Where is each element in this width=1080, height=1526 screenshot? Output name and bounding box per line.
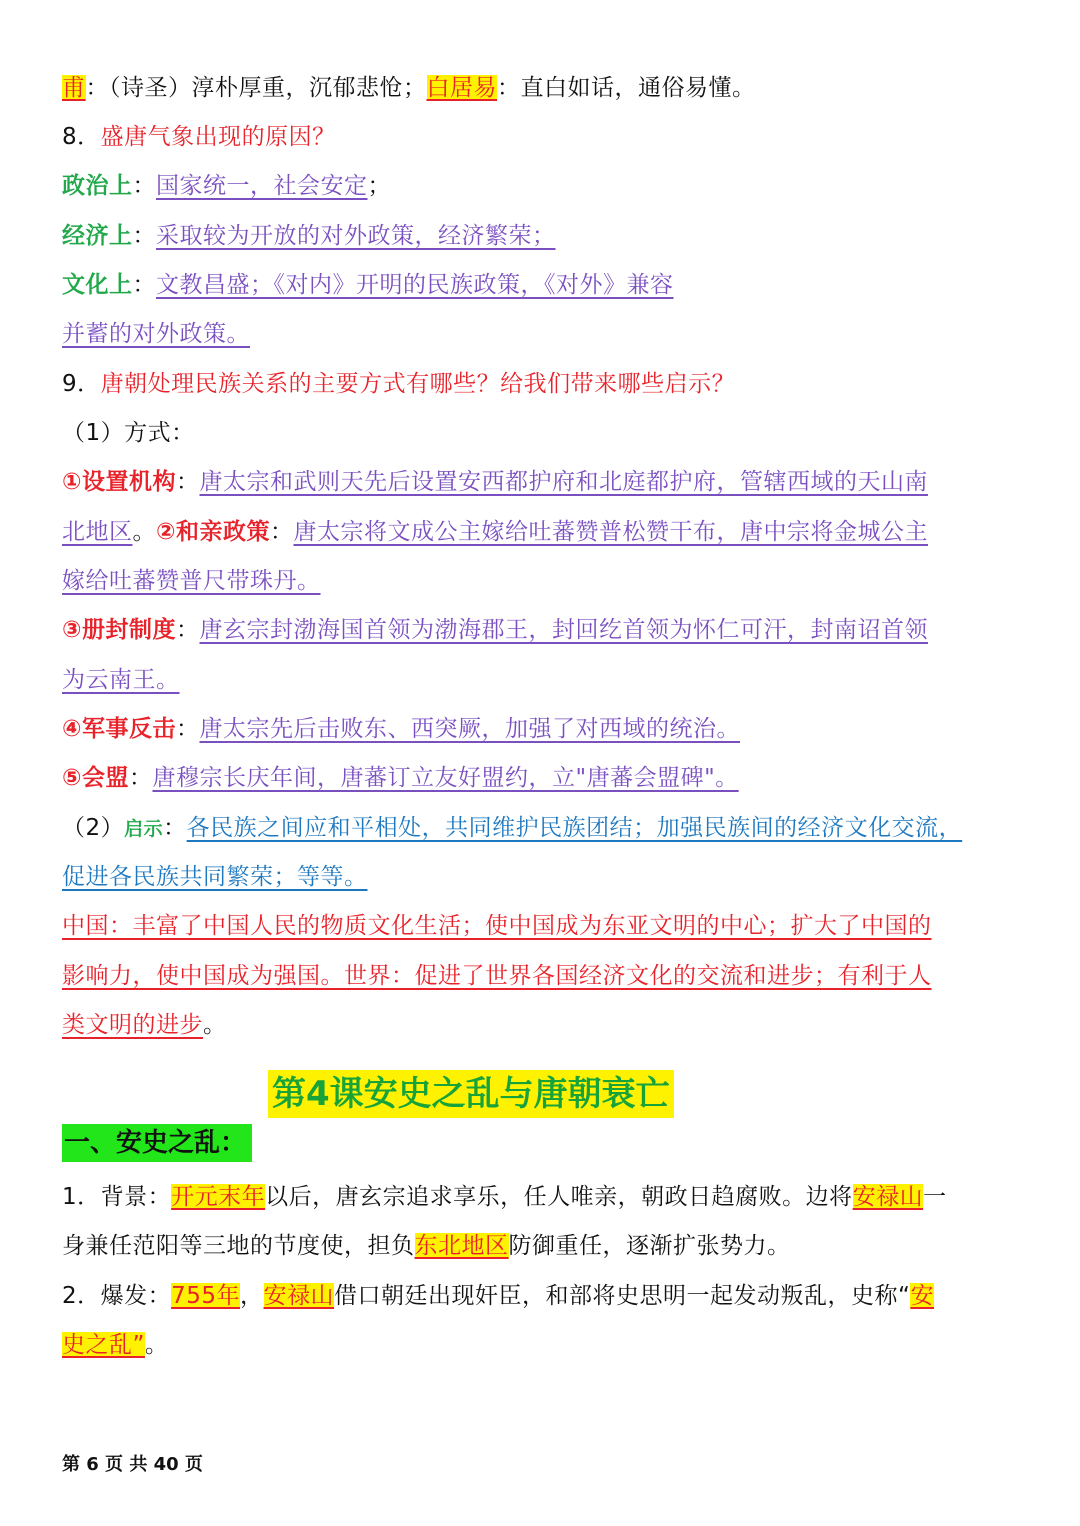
impact-line-2: 影响力，使中国成为强国。世界：促进了世界各国经济文化的交流和进步；有利于人 <box>62 963 932 989</box>
answer-politics: 政治上：国家统一，社会安定； <box>62 173 391 199</box>
method-2: 北地区。②和亲政策：唐太宗将文成公主嫁给吐蕃赞普松赞干布，唐中宗将金城公主 <box>62 519 928 545</box>
method-1: ①设置机构：唐太宗和武则天先后设置安西都护府和北庭都护府，管辖西域的天山南 <box>62 469 928 495</box>
background-line-1: 1．背景：开元末年以后，唐玄宗追求享乐，任人唯亲，朝政日趋腐败。边将安禄山一 <box>62 1184 947 1210</box>
question-8: 8．盛唐气象出现的原因？ <box>62 124 336 150</box>
inspiration-cont: 促进各民族共同繁荣；等等。 <box>62 864 368 890</box>
method-3: ③册封制度：唐玄宗封渤海国首领为渤海郡王，封回纥首领为怀仁可汗，封南诏首领 <box>62 617 928 643</box>
page-footer: 第 6 页 共 40 页 <box>62 1454 203 1475</box>
poet-line: 甫：（诗圣）淳朴厚重，沉郁悲怆；白居易：直白如话，通俗易懂。 <box>62 75 756 101</box>
impact-line-3: 类文明的进步。 <box>62 1012 227 1038</box>
outbreak-line-1: 2．爆发：755年，安禄山借口朝廷出现奸臣，和部将史思明一起发动叛乱，史称“安 <box>62 1283 934 1309</box>
method-4: ④军事反击：唐太宗先后击败东、西突厥，加强了对西域的统治。 <box>62 716 740 742</box>
answer-culture: 文化上：文教昌盛；《对内》开明的民族政策，《对外》兼容 <box>62 272 674 298</box>
answer-economy: 经济上：采取较为开放的对外政策，经济繁荣； <box>62 223 556 249</box>
section-title: 一、安史之乱： <box>62 1124 252 1162</box>
methods-heading: （1）方式： <box>62 420 195 446</box>
question-9: 9．唐朝处理民族关系的主要方式有哪些？给我们带来哪些启示？ <box>62 371 736 397</box>
answer-culture-cont: 并蓄的对外政策。 <box>62 321 250 347</box>
poet-name-du-fu: 甫 <box>62 75 86 101</box>
poet-name-bai-juyi: 白居易 <box>426 75 497 101</box>
method-2-cont: 嫁给吐蕃赞普尺带珠丹。 <box>62 568 321 594</box>
lesson-title: 第4课安史之乱与唐朝衰亡 <box>268 1070 674 1118</box>
inspiration: （2）启示：各民族之间应和平相处，共同维护民族团结；加强民族间的经济文化交流， <box>62 815 963 841</box>
impact-line-1: 中国：丰富了中国人民的物质文化生活；使中国成为东亚文明的中心；扩大了中国的 <box>62 913 932 939</box>
method-3-cont: 为云南王。 <box>62 667 180 693</box>
method-5: ⑤会盟：唐穆宗长庆年间，唐蕃订立友好盟约，立"唐蕃会盟碑"。 <box>62 765 739 791</box>
outbreak-line-2: 史之乱”。 <box>62 1332 169 1358</box>
background-line-2: 身兼任范阳等三地的节度使，担负东北地区防御重任，逐渐扩张势力。 <box>62 1233 791 1259</box>
